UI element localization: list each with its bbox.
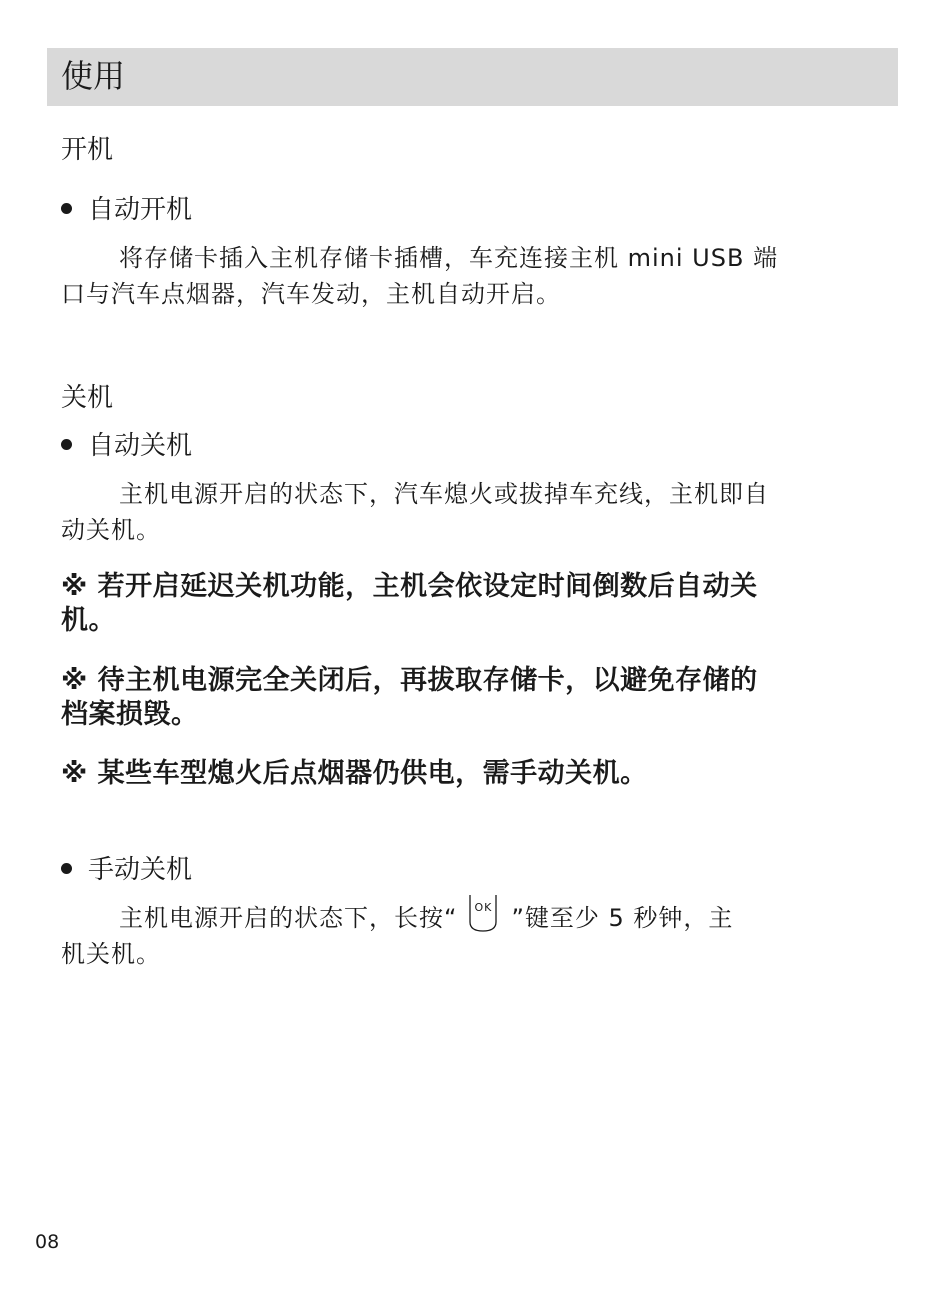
power-on-heading: 开机 <box>61 135 114 165</box>
bullet-dot-icon <box>61 439 72 450</box>
ok-key-label: OK <box>474 901 493 914</box>
note-delay-shutdown-line1: ※ 若开启延迟关机功能，主机会依设定时间倒数后自动关 <box>61 571 758 602</box>
bullet-dot-icon <box>61 863 72 874</box>
ok-key-icon <box>469 894 497 932</box>
auto-power-off-text-line1: 主机电源开启的状态下，汽车熄火或拔掉车充线，主机即自 <box>119 480 769 508</box>
bullet-dot-icon <box>61 203 72 214</box>
note-remove-card-line2: 档案损毁。 <box>61 699 199 730</box>
manual-power-off-label: 手动关机 <box>88 855 193 885</box>
auto-power-off-item <box>61 430 192 462</box>
page-number: 08 <box>35 1231 60 1253</box>
auto-power-on-label: 自动开机 <box>88 195 193 225</box>
section-header-bar <box>47 48 898 106</box>
power-off-heading: 关机 <box>61 383 114 413</box>
manual-text-after-key: ”键至少 5 秒钟，主 <box>511 904 734 932</box>
manual-text-before-key: 主机电源开启的状态下，长按“ <box>119 904 458 932</box>
auto-power-off-text-line2: 动关机。 <box>61 516 161 544</box>
manual-power-off-text-line1 <box>119 900 733 938</box>
note-delay-shutdown-line2: 机。 <box>61 605 116 636</box>
note-remove-card-line1: ※ 待主机电源完全关闭后，再拔取存储卡，以避免存储的 <box>61 665 758 696</box>
manual-power-off-text-line2: 机关机。 <box>61 940 161 968</box>
note-cigarette-lighter: ※ 某些车型熄火后点烟器仍供电，需手动关机。 <box>61 758 648 789</box>
section-title: 使用 <box>61 57 126 95</box>
manual-power-off-item <box>61 854 192 886</box>
auto-power-off-label: 自动关机 <box>88 431 193 461</box>
power-on-text-line1: 将存储卡插入主机存储卡插槽，车充连接主机 mini USB 端 <box>119 244 779 272</box>
power-on-text-line2: 口与汽车点烟器，汽车发动，主机自动开启。 <box>61 280 561 308</box>
auto-power-on-item <box>61 194 192 226</box>
